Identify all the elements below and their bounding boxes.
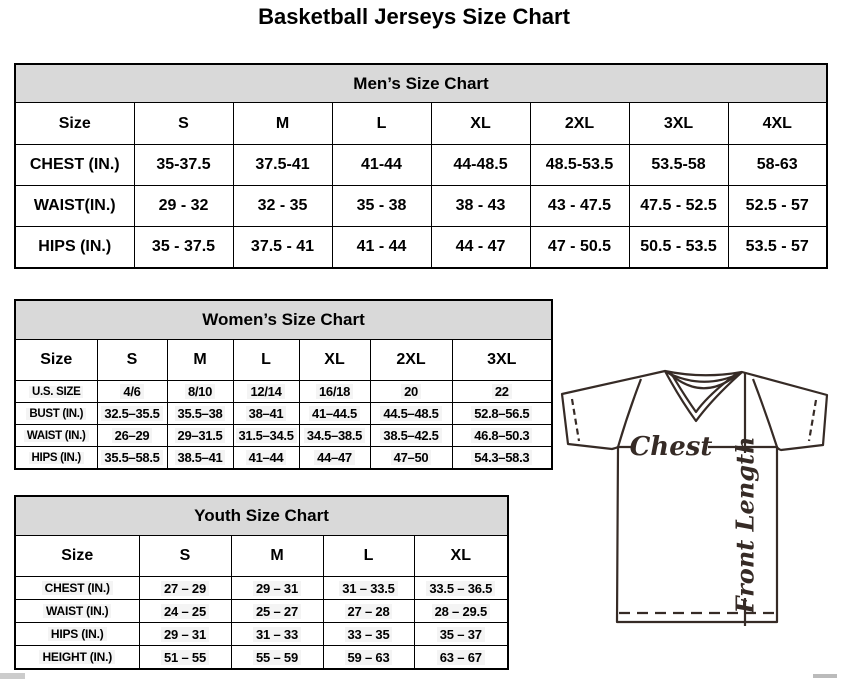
women-size-value	[97, 403, 167, 425]
women-size-value-text: 44–47	[314, 450, 355, 465]
men-column-header: XL	[431, 103, 530, 145]
men-size-value: 35 - 38	[332, 186, 431, 227]
women-size-value	[167, 381, 233, 403]
women-size-value-text: 32.5–35.5	[101, 406, 162, 421]
youth-column-header: L	[323, 536, 414, 577]
youth-size-value	[414, 600, 508, 623]
youth-size-value-text: 33 – 35	[345, 627, 393, 642]
youth-size-value-text: 24 – 25	[161, 604, 209, 619]
women-size-value-text: 31.5–34.5	[236, 428, 297, 443]
women-size-value-text: 35.5–58.5	[101, 450, 162, 465]
women-row-label	[15, 425, 97, 447]
youth-row-label-text: HIPS (IN.)	[48, 627, 107, 641]
women-column-header: XL	[299, 340, 370, 381]
women-size-value-text: 46.8–50.3	[471, 428, 532, 443]
youth-row-label-text: CHEST (IN.)	[42, 581, 113, 595]
women-column-header: 3XL	[452, 340, 552, 381]
men-size-value: 44-48.5	[431, 145, 530, 186]
men-size-value: 52.5 - 57	[728, 186, 827, 227]
men-size-value: 58-63	[728, 145, 827, 186]
women-table-row	[15, 425, 552, 447]
women-size-value	[97, 381, 167, 403]
youth-size-value	[139, 600, 231, 623]
youth-size-value-text: 35 – 37	[437, 627, 485, 642]
mens-size-table	[14, 63, 828, 269]
scrollbar-fragment-left[interactable]	[0, 673, 25, 679]
men-column-header: 3XL	[629, 103, 728, 145]
women-table-row	[15, 381, 552, 403]
youth-column-header: M	[231, 536, 323, 577]
scrollbar-fragment-right[interactable]	[813, 674, 837, 678]
men-size-value: 41 - 44	[332, 227, 431, 269]
women-size-value	[452, 403, 552, 425]
youth-table-row	[15, 600, 508, 623]
women-size-value-text: 44.5–48.5	[380, 406, 441, 421]
women-chart-title: Women’s Size Chart	[15, 300, 552, 340]
women-row-label	[15, 447, 97, 470]
men-row-label: WAIST(IN.)	[15, 186, 134, 227]
women-size-value-text: 47–50	[391, 450, 432, 465]
youth-size-value	[414, 623, 508, 646]
women-size-value-text: 52.8–56.5	[471, 406, 532, 421]
youth-size-table	[14, 495, 509, 670]
youth-table-row	[15, 577, 508, 600]
front-length-label: Front Length	[730, 436, 760, 614]
youth-row-label	[15, 646, 139, 670]
chest-label: Chest	[629, 432, 713, 462]
youth-size-label: Size	[15, 536, 139, 577]
men-size-value: 53.5 - 57	[728, 227, 827, 269]
men-row-label: HIPS (IN.)	[15, 227, 134, 269]
youth-table-row	[15, 623, 508, 646]
men-size-value: 44 - 47	[431, 227, 530, 269]
jersey-measurement-diagram	[550, 353, 842, 653]
men-size-value: 37.5-41	[233, 145, 332, 186]
right-cuff-stitch	[809, 400, 816, 441]
women-size-value-text: 12/14	[247, 384, 284, 399]
youth-size-value	[323, 623, 414, 646]
men-size-value: 32 - 35	[233, 186, 332, 227]
women-size-value	[370, 403, 452, 425]
youth-size-value	[139, 577, 231, 600]
youth-size-value-text: 28 – 29.5	[432, 604, 490, 619]
men-column-header: S	[134, 103, 233, 145]
men-table-row	[15, 145, 827, 186]
men-size-label: Size	[15, 103, 134, 145]
youth-row-label	[15, 577, 139, 600]
women-size-value-text: 38.5–41	[175, 450, 226, 465]
men-size-value: 47.5 - 52.5	[629, 186, 728, 227]
women-table-row	[15, 447, 552, 470]
women-column-header: 2XL	[370, 340, 452, 381]
women-table-row	[15, 403, 552, 425]
men-column-header: 4XL	[728, 103, 827, 145]
women-size-value	[452, 447, 552, 470]
men-row-label: CHEST (IN.)	[15, 145, 134, 186]
youth-size-value-text: 29 – 31	[161, 627, 209, 642]
youth-size-value-text: 25 – 27	[253, 604, 301, 619]
women-size-value	[233, 447, 299, 470]
women-row-label-text: U.S. SIZE	[29, 386, 83, 398]
women-size-value	[167, 403, 233, 425]
women-size-value-text: 16/18	[316, 384, 353, 399]
men-size-value: 50.5 - 53.5	[629, 227, 728, 269]
left-cuff-stitch	[572, 399, 579, 441]
women-size-value-text: 41–44	[246, 450, 287, 465]
men-column-header: L	[332, 103, 431, 145]
youth-size-value	[231, 600, 323, 623]
men-size-value: 29 - 32	[134, 186, 233, 227]
youth-size-value	[323, 577, 414, 600]
men-column-header: M	[233, 103, 332, 145]
women-size-value	[370, 381, 452, 403]
women-row-label-text: HIPS (IN.)	[29, 452, 84, 464]
youth-row-label	[15, 623, 139, 646]
women-size-value-text: 41–44.5	[309, 406, 360, 421]
youth-size-value	[323, 600, 414, 623]
women-size-value-text: 22	[492, 384, 512, 399]
youth-size-value-text: 51 – 55	[161, 650, 209, 665]
youth-size-value	[231, 646, 323, 670]
women-size-value	[167, 425, 233, 447]
women-size-value-text: 26–29	[112, 428, 153, 443]
page-title: Basketball Jerseys Size Chart	[258, 4, 570, 29]
womens-size-table	[14, 299, 553, 470]
youth-size-value	[139, 623, 231, 646]
women-size-value	[299, 381, 370, 403]
women-size-value-text: 4/6	[120, 384, 143, 399]
women-size-value	[370, 425, 452, 447]
women-size-value	[452, 381, 552, 403]
women-size-value	[370, 447, 452, 470]
women-column-header: S	[97, 340, 167, 381]
women-size-value	[233, 425, 299, 447]
women-size-value-text: 34.5–38.5	[304, 428, 365, 443]
women-size-value-text: 54.3–58.3	[471, 450, 532, 465]
youth-size-value	[323, 646, 414, 670]
women-size-value-text: 38–41	[246, 406, 287, 421]
youth-size-value-text: 31 – 33	[253, 627, 301, 642]
youth-column-header: XL	[414, 536, 508, 577]
youth-column-header: S	[139, 536, 231, 577]
men-size-value: 41-44	[332, 145, 431, 186]
youth-size-value-text: 63 – 67	[437, 650, 485, 665]
men-table-row	[15, 186, 827, 227]
women-size-value-text: 20	[401, 384, 421, 399]
men-size-value: 43 - 47.5	[530, 186, 629, 227]
youth-row-label	[15, 600, 139, 623]
youth-size-value-text: 31 – 33.5	[339, 581, 397, 596]
youth-chart-title: Youth Size Chart	[15, 496, 508, 536]
youth-size-value	[139, 646, 231, 670]
youth-size-value-text: 55 – 59	[253, 650, 301, 665]
youth-row-label-text: HEIGHT (IN.)	[39, 650, 115, 664]
youth-size-value	[414, 646, 508, 670]
women-size-value	[97, 447, 167, 470]
youth-size-value	[414, 577, 508, 600]
women-size-value	[299, 447, 370, 470]
women-size-value	[233, 381, 299, 403]
men-column-header: 2XL	[530, 103, 629, 145]
women-size-value	[167, 447, 233, 470]
women-row-label	[15, 381, 97, 403]
men-size-value: 38 - 43	[431, 186, 530, 227]
men-size-value: 47 - 50.5	[530, 227, 629, 269]
women-size-value-text: 29–31.5	[175, 428, 226, 443]
women-column-header: M	[167, 340, 233, 381]
women-size-value	[452, 425, 552, 447]
men-size-value: 35-37.5	[134, 145, 233, 186]
youth-table-row	[15, 646, 508, 670]
women-row-label-text: WAIST (IN.)	[24, 430, 89, 442]
women-size-value-text: 38.5–42.5	[380, 428, 441, 443]
women-size-value-text: 8/10	[185, 384, 215, 399]
women-column-header: L	[233, 340, 299, 381]
youth-size-value	[231, 623, 323, 646]
men-size-value: 53.5-58	[629, 145, 728, 186]
youth-size-value-text: 33.5 – 36.5	[426, 581, 495, 596]
women-row-label-text: BUST (IN.)	[26, 408, 86, 420]
men-size-value: 35 - 37.5	[134, 227, 233, 269]
women-size-value	[233, 403, 299, 425]
women-size-label: Size	[15, 340, 97, 381]
women-row-label	[15, 403, 97, 425]
men-size-value: 48.5-53.5	[530, 145, 629, 186]
youth-size-value-text: 59 – 63	[345, 650, 393, 665]
youth-size-value-text: 27 – 28	[345, 604, 393, 619]
men-size-value: 37.5 - 41	[233, 227, 332, 269]
youth-size-value-text: 29 – 31	[253, 581, 301, 596]
youth-size-value-text: 27 – 29	[161, 581, 209, 596]
men-chart-title: Men’s Size Chart	[15, 64, 827, 103]
women-size-value	[97, 425, 167, 447]
youth-size-value	[231, 577, 323, 600]
women-size-value-text: 35.5–38	[175, 406, 226, 421]
women-size-value	[299, 403, 370, 425]
youth-row-label-text: WAIST (IN.)	[43, 604, 111, 618]
women-size-value	[299, 425, 370, 447]
men-table-row	[15, 227, 827, 269]
